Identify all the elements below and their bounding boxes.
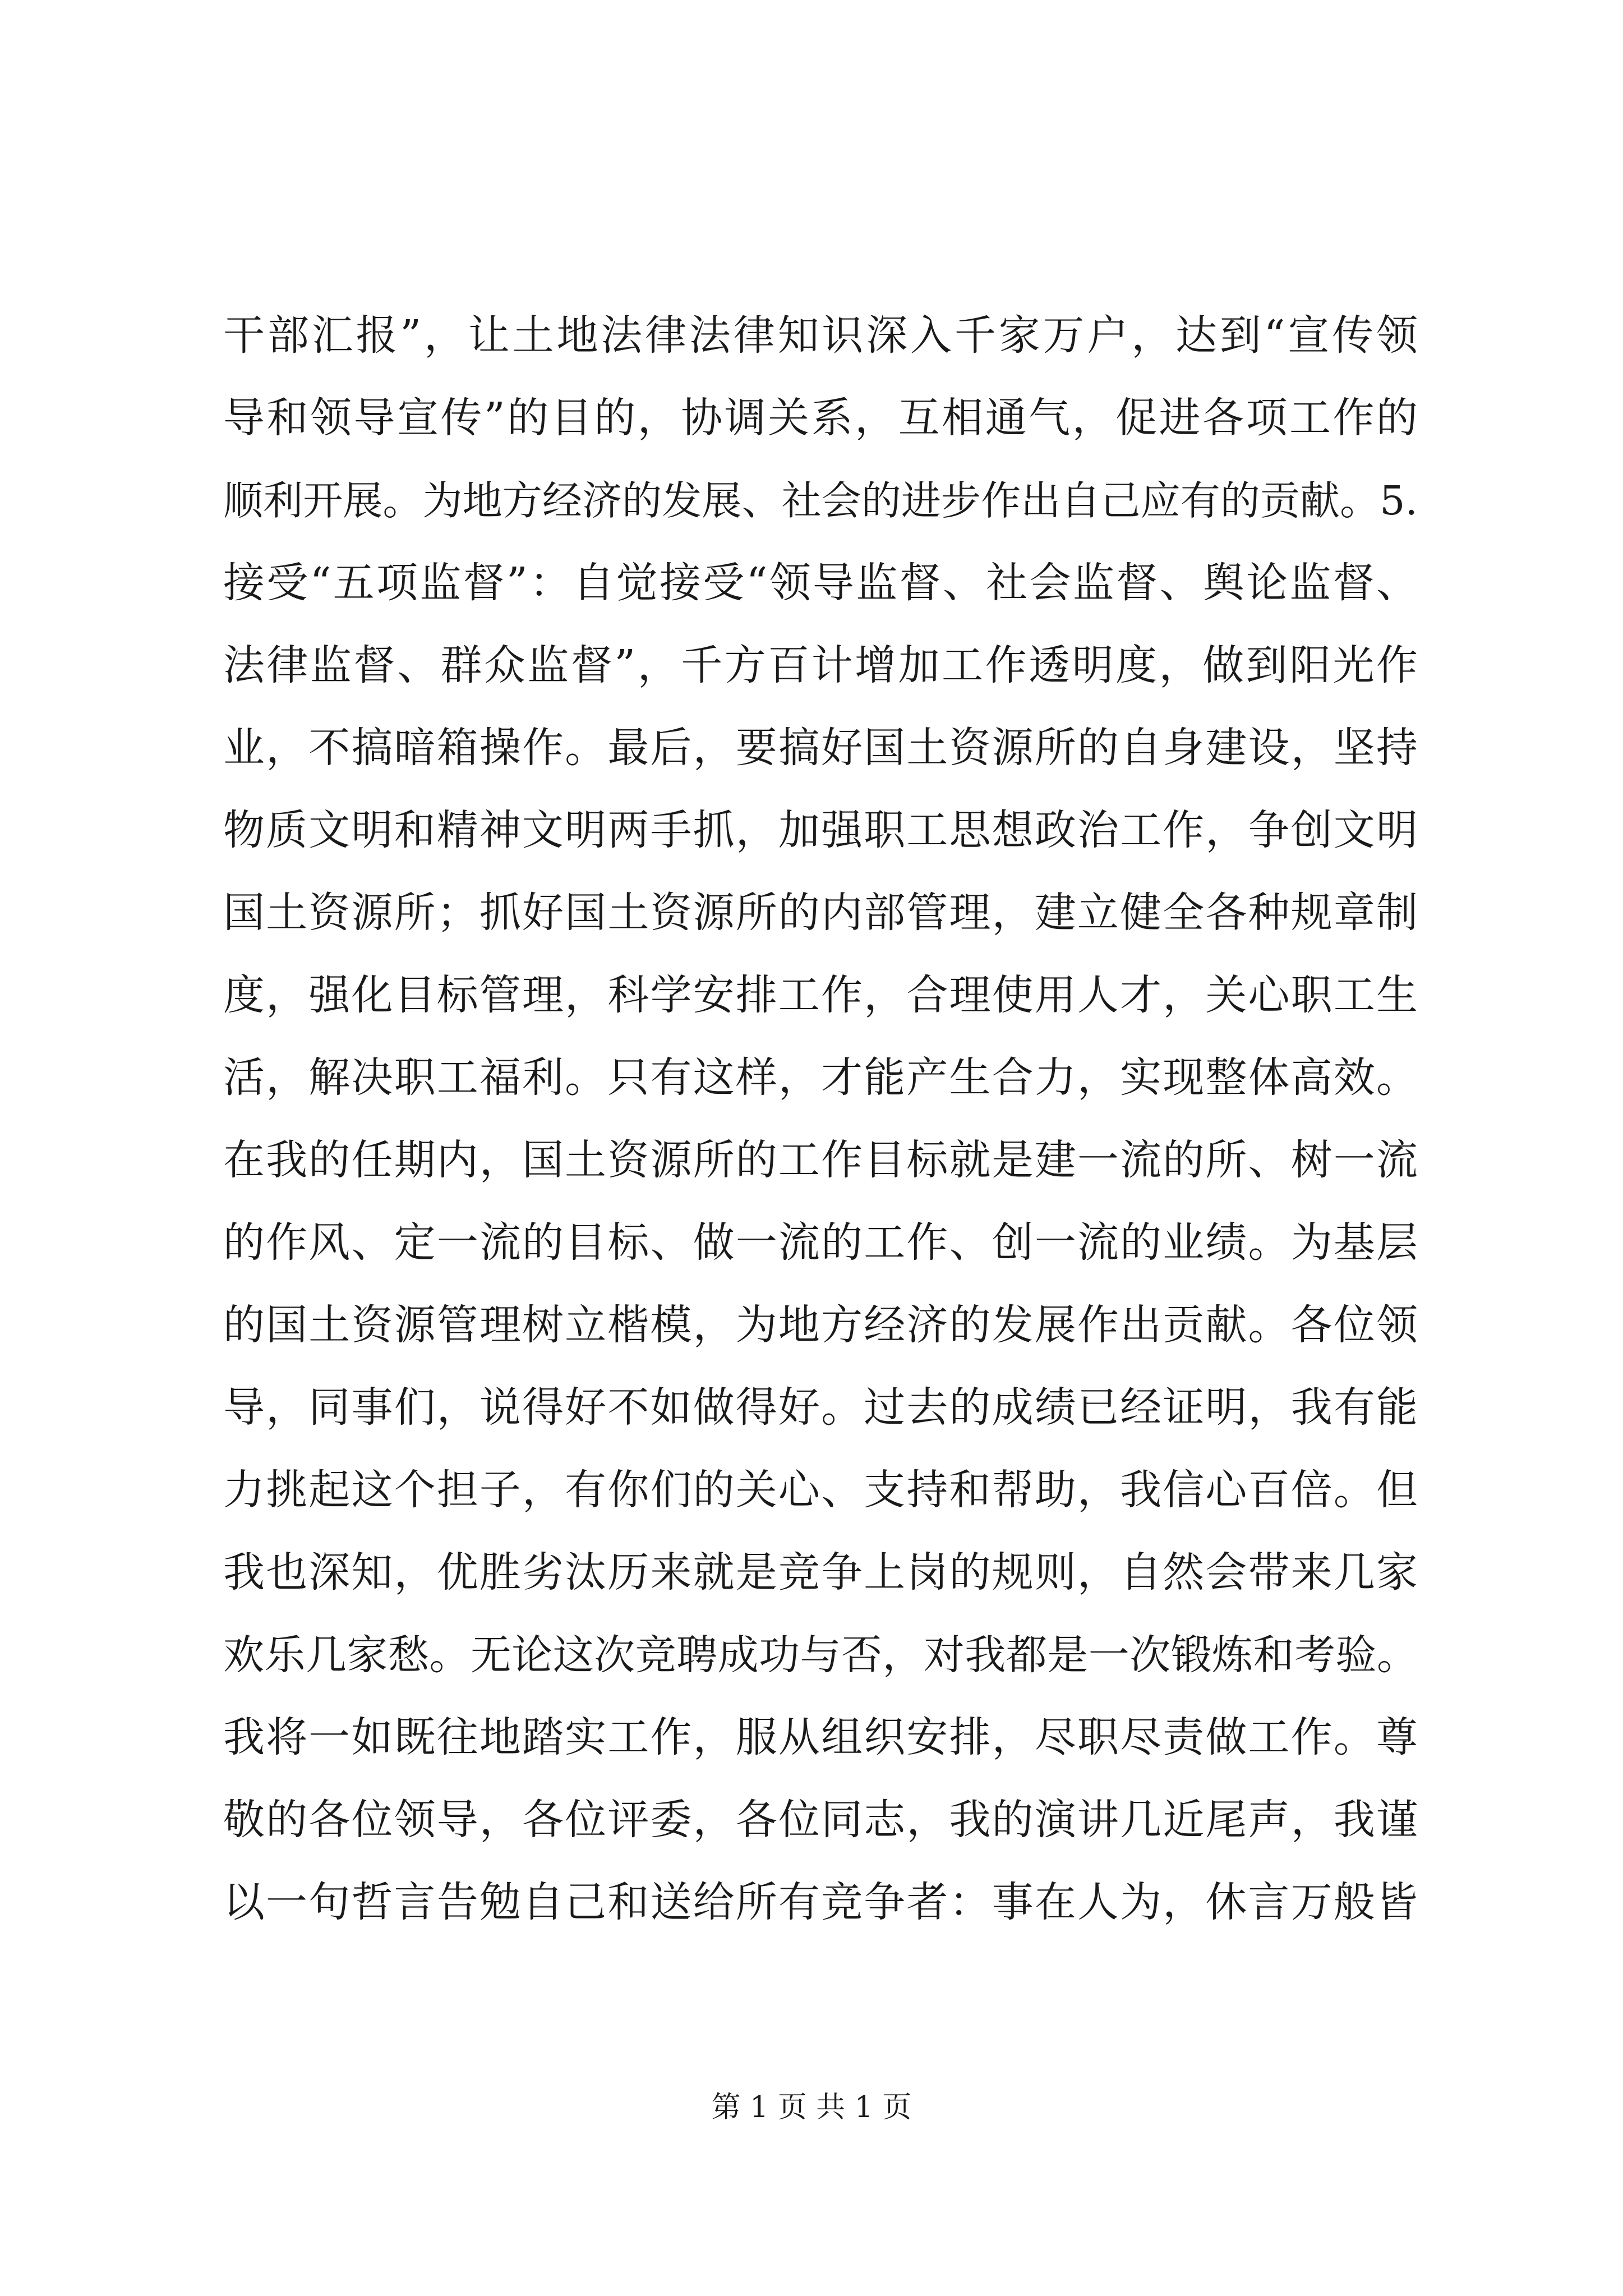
text-line: 物质文明和精神文明两手抓，加强职工思想政治工作，争创文明	[223, 806, 1418, 854]
text-line: 以一句哲言告勉自己和送给所有竞争者：事在人为，休言万般皆	[223, 1878, 1418, 1926]
text-line: 导，同事们，说得好不如做得好。过去的成绩已经证明，我有能	[223, 1383, 1418, 1432]
text-line: 度，强化目标管理，科学安排工作，合理使用人才，关心职工生	[223, 971, 1418, 1019]
text-line: 的作风、定一流的目标、做一流的工作、创一流的业绩。为基层	[223, 1218, 1418, 1267]
body-text	[223, 295, 1418, 1944]
text-line: 活，解决职工福利。只有这样，才能产生合力，实现整体高效。	[223, 1053, 1418, 1102]
text-line: 法律监督、群众监督”，千方百计增加工作透明度，做到阳光作	[223, 641, 1418, 689]
text-line: 在我的任期内，国土资源所的工作目标就是建一流的所、树一流	[223, 1136, 1418, 1184]
text-line: 欢乐几家愁。无论这次竞聘成功与否，对我都是一次锻炼和考验。	[223, 1631, 1418, 1679]
text-line: 敬的各位领导，各位评委，各位同志，我的演讲几近尾声，我谨	[223, 1796, 1418, 1844]
text-line: 业，不搞暗箱操作。最后，要搞好国土资源所的自身建设，坚持	[223, 724, 1418, 772]
text-line: 的国土资源管理树立楷模，为地方经济的发展作出贡献。各位领	[223, 1301, 1418, 1349]
text-line: 干部汇报”，让土地法律法律知识深入千家万户，达到“宣传领	[223, 311, 1418, 360]
page-footer: 第 1 页 共 1 页	[711, 2091, 912, 2124]
text-line: 导和领导宣传”的目的，协调关系，互相通气，促进各项工作的	[223, 394, 1418, 442]
text-line: 我将一如既往地踏实工作，服从组织安排，尽职尽责做工作。尊	[223, 1713, 1418, 1761]
text-line: 国土资源所；抓好国土资源所的内部管理，建立健全各种规章制	[223, 889, 1418, 937]
text-line: 顺利开展。为地方经济的发展、社会的进步作出自己应有的贡献。5.	[223, 477, 1418, 524]
text-line: 我也深知，优胜劣汰历来就是竞争上岗的规则，自然会带来几家	[223, 1548, 1418, 1596]
text-line: 力挑起这个担子，有你们的关心、支持和帮助，我信心百倍。但	[223, 1466, 1418, 1514]
text-line: 接受“五项监督”：自觉接受“领导监督、社会监督、舆论监督、	[223, 559, 1418, 607]
